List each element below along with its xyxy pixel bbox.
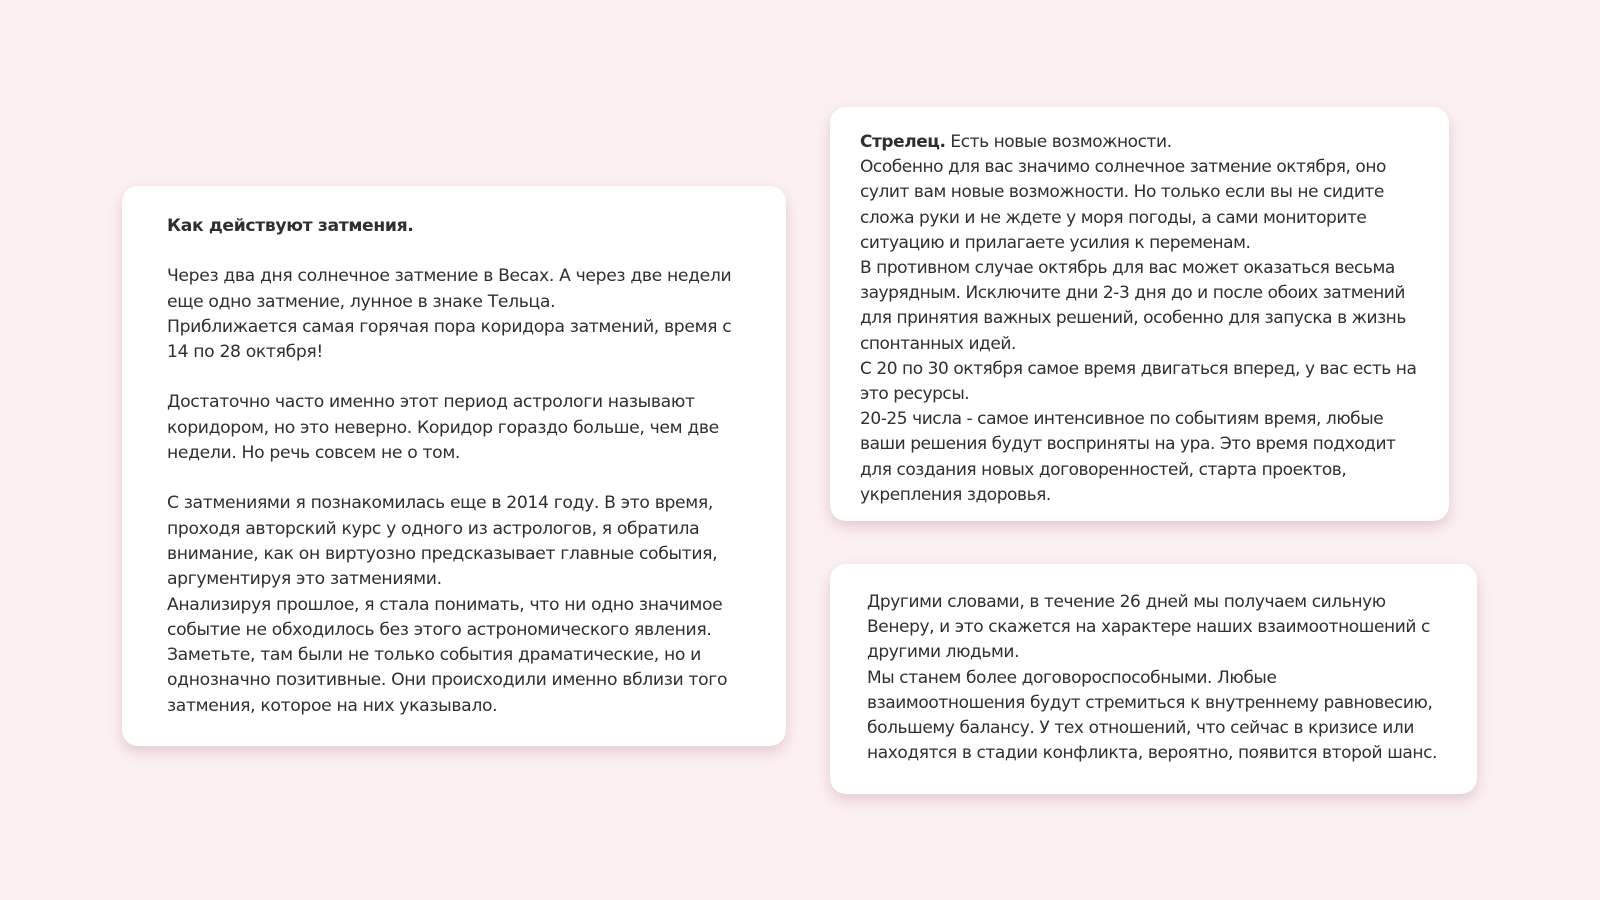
paragraph-gap: [167, 239, 746, 264]
sign-name: Стрелец.: [860, 132, 946, 152]
sign-title-line: [860, 130, 1429, 155]
paragraph-gap: [167, 365, 746, 390]
paragraph: Достаточно часто именно этот период астрологи называют коридором, но это неверно. Коридор гораздо больше, чем две недели. Но речь совсем не о том.: [167, 392, 719, 464]
paragraph: С затмениями я познакомилась еще в 2014 году. В это время, проходя авторский курс у одного из астрологов, я обратила внимание, как он виртуозно предсказывает главные события, аргументируя это затмениями. Анализируя прошлое, я стала понимать, что ни одно значимое событие не обходилось без этого астрономического явления. Заметьте, там были не только события драматические, но и однозначно позитивные. Они происходили именно вблизи того затмения, которое на них указывало.: [167, 493, 728, 716]
eclipse-intro-card: [122, 186, 786, 746]
paragraph-gap: [167, 466, 746, 491]
forecast-text: Особенно для вас значимо солнечное затмение октября, оно сулит вам новые возможности. Но только если вы не сидите сложа руки и не ждете у моря погоды, а сами мониторите ситуацию и прилагаете усилия к переменам. В противном случае октябрь для вас может оказаться весьма заурядным. Исключите дни 2-3 дня до и после обоих затмений для принятия важных решений, особенно для запуска в жизнь спонтанных идей. С 20 по 30 октября самое время двигаться вперед, у вас есть на это ресурсы. 20-25 числа - самое интенсивное по событиям время, любые ваши решения будут восприняты на ура. Это время подходит для создания новых договоренностей, старта проектов, укрепления здоровья.: [860, 157, 1417, 505]
sagittarius-forecast-card: [830, 107, 1449, 521]
paragraph: Через два дня солнечное затмение в Весах. А через две недели еще одно затмение, лунное в знаке Тельца. Приближается самая горячая пора коридора затмений, время с 14 по 28 октября!: [167, 266, 732, 363]
sign-tagline: Есть новые возможности.: [945, 132, 1172, 152]
card-heading: Как действуют затмения.: [167, 216, 414, 236]
relationships-text: Другими словами, в течение 26 дней мы получаем сильную Венеру, и это скажется на характере наших взаимоотношений с другими людьми. Мы станем более договороспособными. Любые взаимоотношения будут стремиться к внутреннему равновесию, большему балансу. У тех отношений, что сейчас в кризисе или находятся в стадии конфликта, вероятно, появится второй шанс.: [867, 592, 1438, 764]
venus-relationships-card: [830, 564, 1477, 794]
